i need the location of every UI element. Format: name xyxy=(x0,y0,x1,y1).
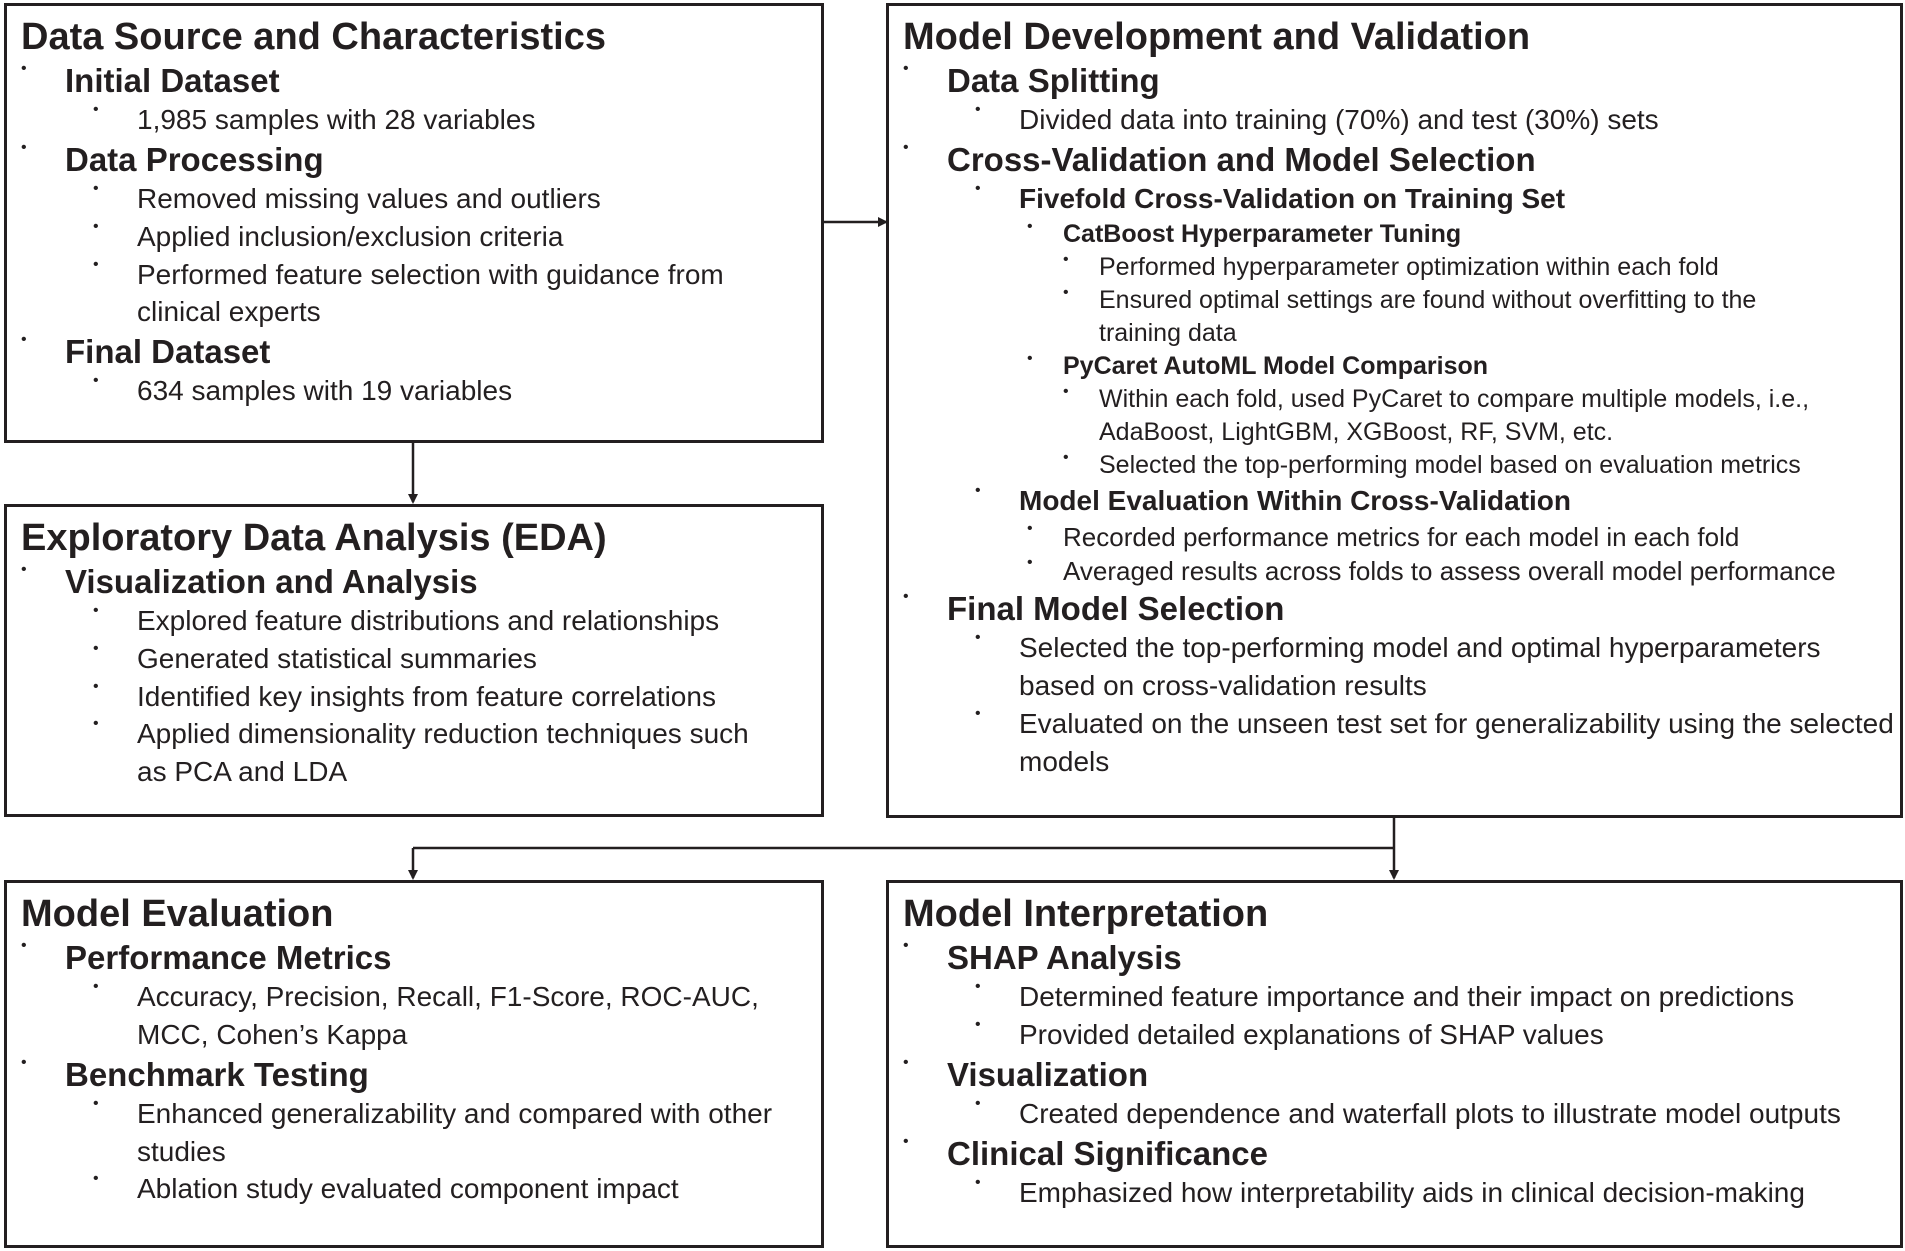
list-item: • Selected the top-performing model and optimal hyperparameters based on cross-validation results xyxy=(975,629,1899,705)
list-item: • Ablation study evaluated component impact xyxy=(93,1170,807,1208)
list-item: • Determined feature importance and their impact on predictions xyxy=(975,978,1886,1016)
section-label: • Final Dataset xyxy=(65,333,271,371)
list-item: • Averaged results across folds to assess overall model performance xyxy=(1027,554,1886,588)
model-evaluation-box xyxy=(4,880,824,1248)
section-label: • Final Model Selection xyxy=(947,590,1285,628)
list-item: • Applied dimensionality reduction techniques such as PCA and LDA xyxy=(93,715,777,791)
model-development-box xyxy=(886,3,1903,818)
list-item: • Applied inclusion/exclusion criteria xyxy=(93,218,807,256)
list-item: • Removed missing values and outliers xyxy=(93,180,807,218)
list-item: • Divided data into training (70%) and test (30%) sets xyxy=(975,101,1886,139)
data-source-item xyxy=(21,139,807,331)
list-item: • Identified key insights from feature correlations xyxy=(93,678,807,716)
model-interp-item xyxy=(903,1133,1886,1212)
list-item: • Provided detailed explanations of SHAP values xyxy=(975,1016,1886,1054)
list-item: • Within each fold, used PyCaret to compare multiple models, i.e., AdaBoost, LightGBM, XGBoost, RF, SVM, etc. xyxy=(1063,383,1864,449)
model-dev-item xyxy=(903,60,1886,139)
eda-box xyxy=(4,504,824,817)
section-label: • Visualization and Analysis xyxy=(65,562,478,600)
section-label: • SHAP Analysis xyxy=(947,938,1182,976)
data-source-item xyxy=(21,60,807,139)
section-label: • Performance Metrics xyxy=(65,938,392,976)
list-item: • Evaluated on the unseen test set for generalizability using the selected models xyxy=(975,705,1899,781)
model-development-title: Model Development and Validation xyxy=(903,16,1531,58)
list-item: • Fivefold Cross-Validation on Training Set • CatBoost Hyperparameter Tuning • Performed hyperparameter optimization within each fold • Ensured optimal settings are found without overfitting to the training data • PyCaret AutoML Model Comparison • Within each fold, used PyCaret to compare multiple models, i.e., AdaBoost, LightGBM, XGBoost, RF, SVM, etc. • Selected the top-performing model based on evaluation metrics xyxy=(975,180,1886,482)
list-item: • CatBoost Hyperparameter Tuning • Performed hyperparameter optimization within each fold • Ensured optimal settings are found without overfitting to the training data xyxy=(1027,218,1886,350)
data-source-title: Data Source and Characteristics xyxy=(21,16,607,58)
model-interpretation-box xyxy=(886,880,1903,1248)
list-item: • Emphasized how interpretability aids in clinical decision-making xyxy=(975,1174,1886,1212)
model-dev-item xyxy=(903,588,1894,780)
data-source-box xyxy=(4,3,824,443)
list-item: • Recorded performance metrics for each model in each fold xyxy=(1027,520,1886,554)
list-item: • Ensured optimal settings are found without overfitting to the training data xyxy=(1063,284,1759,350)
model-interp-item xyxy=(903,1054,1886,1133)
model-eval-item xyxy=(21,937,807,1054)
list-item: • Model Evaluation Within Cross-Validation • Recorded performance metrics for each model in each fold • Averaged results across folds to assess overall model performance xyxy=(975,482,1886,588)
section-label: • Data Processing xyxy=(65,140,324,178)
list-item: • Selected the top-performing model based on evaluation metrics xyxy=(1063,449,1886,482)
list-item: • Performed hyperparameter optimization within each fold xyxy=(1063,251,1886,284)
eda-item xyxy=(21,561,807,791)
data-source-item xyxy=(21,331,807,410)
model-interp-item xyxy=(903,937,1886,1054)
eda-title: Exploratory Data Analysis (EDA) xyxy=(21,517,607,559)
section-label: • Cross-Validation and Model Selection xyxy=(947,140,1536,178)
list-item: • Enhanced generalizability and compared with other studies xyxy=(93,1095,797,1171)
list-item: • 1,985 samples with 28 variables xyxy=(93,101,807,139)
model-dev-item xyxy=(903,139,1886,588)
list-item: • Performed feature selection with guidance from clinical experts xyxy=(93,256,777,332)
section-label: • Benchmark Testing xyxy=(65,1055,369,1093)
section-label: • Data Splitting xyxy=(947,61,1160,99)
model-evaluation-title: Model Evaluation xyxy=(21,893,334,935)
model-interpretation-title: Model Interpretation xyxy=(903,893,1269,935)
model-eval-item xyxy=(21,1054,807,1209)
list-item: • PyCaret AutoML Model Comparison • Within each fold, used PyCaret to compare multiple models, i.e., AdaBoost, LightGBM, XGBoost, RF, SVM, etc. • Selected the top-performing model based on evaluation metrics xyxy=(1027,350,1886,482)
list-item: • Created dependence and waterfall plots to illustrate model outputs xyxy=(975,1095,1886,1133)
section-label: • Clinical Significance xyxy=(947,1134,1268,1172)
list-item: • Accuracy, Precision, Recall, F1-Score, ROC-AUC, MCC, Cohen’s Kappa xyxy=(93,978,837,1054)
list-item: • 634 samples with 19 variables xyxy=(93,372,807,410)
section-label: • Initial Dataset xyxy=(65,61,280,99)
list-item: • Generated statistical summaries xyxy=(93,640,807,678)
list-item: • Explored feature distributions and relationships xyxy=(93,602,807,640)
section-label: • Visualization xyxy=(947,1055,1149,1093)
